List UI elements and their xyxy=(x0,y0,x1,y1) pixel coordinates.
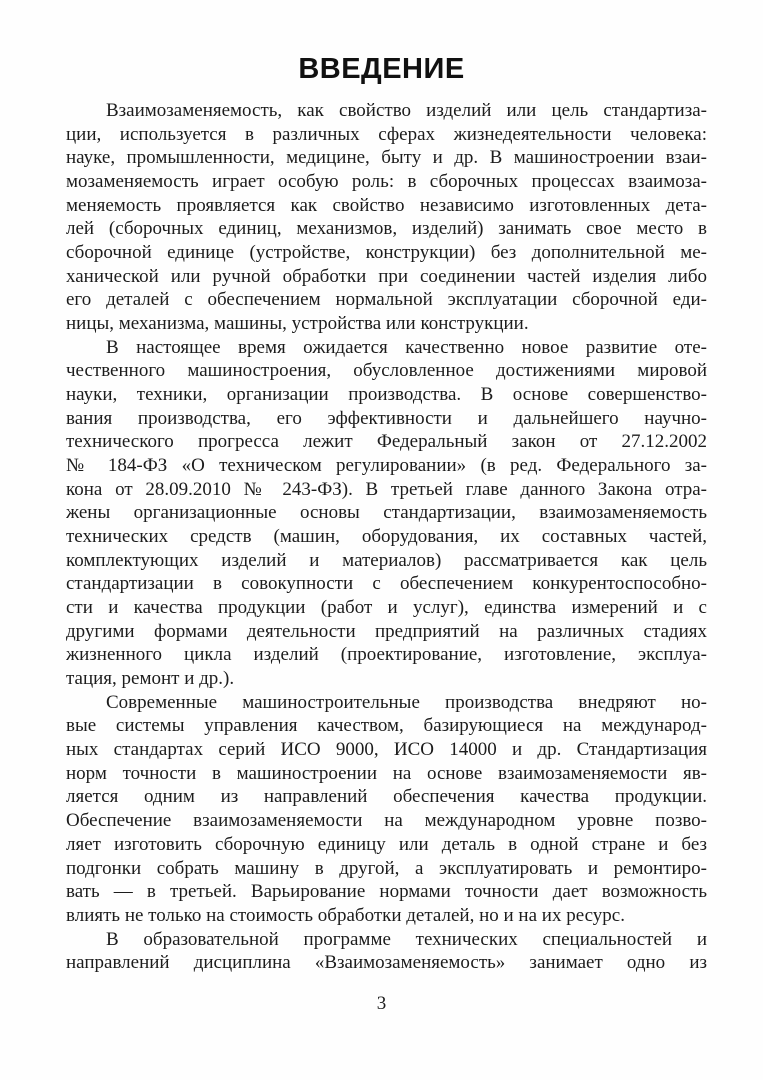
body-text xyxy=(66,99,707,975)
text-line: ных стандартах серий ИСО 9000, ИСО 14000 и др. Стандартизация xyxy=(66,739,707,761)
text-line: Современные машиностроительные производства внедряют но- xyxy=(106,691,707,713)
paragraph xyxy=(66,336,707,691)
text-line: науке, промышленности, медицине, быту и др. В машиностроении взаи- xyxy=(66,147,707,169)
text-line: влиять не только на стоимость обработки деталей, но и на их ресурс. xyxy=(66,904,625,926)
text-line: жизненного цикла изделий (проектирование, изготовление, эксплуа- xyxy=(66,644,707,666)
paragraph xyxy=(66,928,707,975)
paragraph xyxy=(66,691,707,928)
text-line: ляет изготовить сборочную единицу или деталь в одной стране и без xyxy=(66,833,707,855)
text-line: стандартизации в совокупности с обеспечением конкурентоспособно- xyxy=(66,573,707,595)
text-line: подгонки собрать машину в другой, а эксплуатировать и ремонтиро- xyxy=(66,857,707,879)
text-line: норм точности в машиностроении на основе взаимозаменяемости яв- xyxy=(66,762,707,784)
text-line: технического прогресса лежит Федеральный закон от 27.12.2002 xyxy=(66,431,707,453)
text-line: тация, ремонт и др.). xyxy=(66,668,235,690)
text-line: меняемость проявляется как свойство независимо изготовленных дета- xyxy=(66,194,707,216)
text-line: направлений дисциплина «Взаимозаменяемость» занимает одно из xyxy=(66,952,707,974)
text-line: кона от 28.09.2010 № 243-ФЗ). В третьей главе данного Закона отра- xyxy=(66,478,707,500)
text-line: вать — в третьей. Варьирование нормами точности дает возможность xyxy=(66,881,707,903)
text-line: лей (сборочных единиц, механизмов, изделий) занимать свое место в xyxy=(66,218,707,240)
text-line: другими формами деятельности предприятий на различных стадиях xyxy=(66,620,707,642)
text-line: сти и качества продукции (работ и услуг), единства измерений и с xyxy=(66,597,707,619)
page-number: 3 xyxy=(376,993,387,1014)
paragraph xyxy=(66,99,707,336)
text-line: Обеспечение взаимозаменяемости на международном уровне позво- xyxy=(66,810,707,832)
text-line: технических средств (машин, оборудования, их составных частей, xyxy=(66,526,707,548)
text-line: жены организационные основы стандартизации, взаимозаменяемость xyxy=(66,502,707,524)
text-line: ницы, механизма, машины, устройства или конструкции. xyxy=(66,313,529,335)
text-line: ханической или ручной обработки при соединении частей изделия либо xyxy=(66,265,707,287)
text-line: комплектующих изделий и материалов) рассматривается как цель xyxy=(66,549,707,571)
text-line: науки, техники, организации производства. В основе совершенство- xyxy=(66,384,707,406)
text-line: мозаменяемость играет особую роль: в сборочных процессах взаимоза- xyxy=(66,171,707,193)
text-line: вания производства, его эффективности и дальнейшего научно- xyxy=(66,407,707,429)
text-line: ции, используется в различных сферах жизнедеятельности человека: xyxy=(66,123,707,145)
text-line: вые системы управления качеством, базирующиеся на международ- xyxy=(66,715,707,737)
text-line: чественного машиностроения, обусловленное достижениями мировой xyxy=(66,360,707,382)
text-line: его деталей с обеспечением нормальной эксплуатации сборочной еди- xyxy=(66,289,707,311)
text-line: В настоящее время ожидается качественно новое развитие оте- xyxy=(106,336,707,358)
text-line: сборочной единице (устройстве, конструкции) без дополнительной ме- xyxy=(66,242,707,264)
chapter-title: ВВЕДЕНИЕ xyxy=(298,53,465,85)
text-line: № 184-ФЗ «О техническом регулировании» (в ред. Федерального за- xyxy=(66,455,707,477)
text-line: Взаимозаменяемость, как свойство изделий или цель стандартиза- xyxy=(106,100,707,121)
text-line: ляется одним из направлений обеспечения качества продукции. xyxy=(66,786,707,808)
text-line: В образовательной программе технических специальностей и xyxy=(106,928,707,950)
